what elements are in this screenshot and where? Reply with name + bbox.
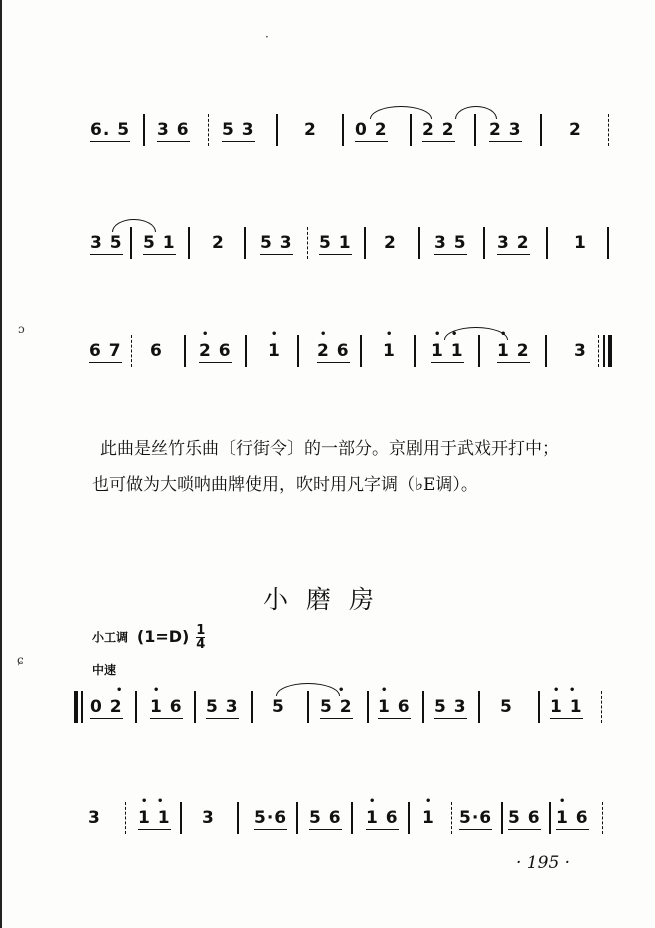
note-group: 3 [88, 808, 101, 828]
note-group: 5 1 [143, 233, 176, 253]
high-octave-dot: • [369, 796, 376, 807]
note-group: 1 [383, 341, 396, 361]
high-octave-dot: • [425, 796, 432, 807]
margin-mark: ɕ [17, 653, 24, 667]
note-group: 3 5 [434, 233, 467, 253]
high-octave-dot: • [157, 796, 164, 807]
barline-final-thick [608, 335, 612, 367]
high-octave-dot: • [386, 329, 393, 340]
barline [184, 335, 186, 367]
note-group: 2 [569, 120, 582, 140]
high-octave-dot: • [320, 329, 327, 340]
high-octave-dot: • [202, 329, 209, 340]
note-group: 5·6 [459, 808, 493, 828]
barline [143, 114, 145, 146]
high-octave-dot: • [338, 685, 345, 696]
barline [451, 802, 452, 834]
barline [608, 114, 609, 146]
note-group: 5·6 [254, 808, 288, 828]
piece-title: 小磨房 [262, 585, 392, 614]
time-signature [196, 624, 205, 651]
barline [418, 227, 420, 259]
barline [297, 335, 299, 367]
key-tonic: (1=D) [136, 626, 190, 646]
margin-mark: ɔ [18, 322, 25, 336]
barline [351, 802, 353, 834]
note-group: 2 2 [422, 120, 455, 140]
note-group: 5 3 [222, 120, 255, 140]
note-group: 3 6 [157, 120, 190, 140]
high-octave-dot: • [559, 796, 566, 807]
barline [478, 691, 480, 723]
key-mode: 小工调 [92, 630, 129, 645]
note-group: 1 6 [366, 808, 399, 828]
barline [208, 114, 209, 146]
barline [601, 691, 602, 723]
repeat-start-thin [81, 691, 83, 723]
slur-tie [455, 106, 497, 119]
barline [538, 691, 540, 723]
note-group: 3 [574, 341, 587, 361]
barline-final-thin [603, 335, 605, 367]
notation-line-1 [0, 120, 655, 160]
barline [540, 114, 542, 146]
barline [483, 227, 485, 259]
barline [245, 335, 247, 367]
note-paragraph-line-1: 此曲是丝竹乐曲〔行街令〕的一部分。京剧用于武戏开打中； [100, 439, 559, 459]
note-group: 3 5 [90, 233, 123, 253]
high-octave-dot: • [141, 796, 148, 807]
note-group: 1 6 [150, 697, 183, 717]
note-group: 5 6 [309, 808, 342, 828]
note-group: 1 [422, 808, 435, 828]
barline [135, 691, 137, 723]
note-group: 1 [574, 233, 587, 253]
barline [125, 802, 126, 834]
key-signature [92, 624, 205, 651]
note-group: 2 6 [199, 341, 232, 361]
repeat-dots [598, 335, 599, 367]
note-group: 3 2 [497, 233, 530, 253]
note-group: 5 3 [206, 697, 239, 717]
barline [342, 114, 344, 146]
ink-speck: · [265, 30, 269, 44]
high-octave-dot: • [381, 685, 388, 696]
barline [474, 114, 476, 146]
note-group: 5 2 [320, 697, 353, 717]
high-octave-dot: • [153, 685, 160, 696]
barline [408, 802, 410, 834]
barline [188, 227, 190, 259]
note-group: 1 6 [556, 808, 589, 828]
note-group: 1 1 [138, 808, 171, 828]
slur-tie [370, 106, 432, 119]
note-group: 5 1 [319, 233, 352, 253]
note-group: 1 6 [378, 697, 411, 717]
note-group: 5 3 [434, 697, 467, 717]
note-group: 2 3 [489, 120, 522, 140]
barline [549, 802, 551, 834]
note-group: 5 [272, 697, 285, 717]
barline [244, 227, 246, 259]
high-octave-dot: • [271, 329, 278, 340]
barline [130, 227, 132, 259]
high-octave-dot: • [500, 329, 507, 340]
page-number: · 195 · [516, 853, 571, 873]
note-paragraph-line-2: 也可做为大唢呐曲牌使用，吹时用凡字调（♭E调）。 [92, 475, 478, 495]
barline [237, 802, 239, 834]
note-group: 1 2 [497, 341, 530, 361]
high-octave-dot: • [569, 685, 576, 696]
note-group: 3 [202, 808, 215, 828]
note-group: 2 [212, 233, 225, 253]
note-group: 2 [384, 233, 397, 253]
barline [180, 802, 182, 834]
note-group: 5 6 [508, 808, 541, 828]
note-group: 1 [268, 341, 281, 361]
barline [545, 335, 547, 367]
note-group: 6 [150, 341, 163, 361]
barline [364, 227, 366, 259]
note-group: 1 1 [550, 697, 583, 717]
note-group: 0 2 [90, 697, 123, 717]
notation-line-2 [0, 233, 655, 273]
note-group: 2 [304, 120, 317, 140]
note-group: 6. 5 [90, 120, 131, 140]
barline [414, 335, 416, 367]
notation-line-3 [0, 329, 655, 381]
notation-line-4 [0, 685, 655, 737]
notation-line-5 [0, 796, 655, 848]
barline [360, 335, 362, 367]
repeat-start-thick [74, 691, 78, 723]
barline [602, 802, 603, 834]
tempo-marking: 中速 [92, 663, 117, 677]
note-group: 5 3 [260, 233, 293, 253]
time-numerator: 1 [196, 623, 206, 638]
note-group: 6 7 [89, 341, 122, 361]
time-denominator: 4 [196, 637, 206, 652]
note-group: 0 2 [355, 120, 388, 140]
note-group: 1 1 [431, 341, 464, 361]
barline [307, 227, 308, 259]
barline [131, 335, 132, 367]
barline [251, 691, 253, 723]
barline [307, 691, 309, 723]
barline [296, 802, 298, 834]
barline [501, 802, 503, 834]
barline [367, 691, 369, 723]
high-octave-dot: • [116, 685, 123, 696]
high-octave-dot: • [553, 685, 560, 696]
high-octave-dot: • [434, 329, 441, 340]
slur-tie [112, 219, 156, 232]
note-group: 5 [500, 697, 513, 717]
barline [422, 691, 424, 723]
barline [410, 114, 412, 146]
barline [546, 227, 548, 259]
barline [478, 335, 480, 367]
barline [194, 691, 196, 723]
note-group: 2 6 [317, 341, 350, 361]
barline [607, 227, 609, 259]
barline [276, 114, 278, 146]
high-octave-dot: • [451, 329, 458, 340]
